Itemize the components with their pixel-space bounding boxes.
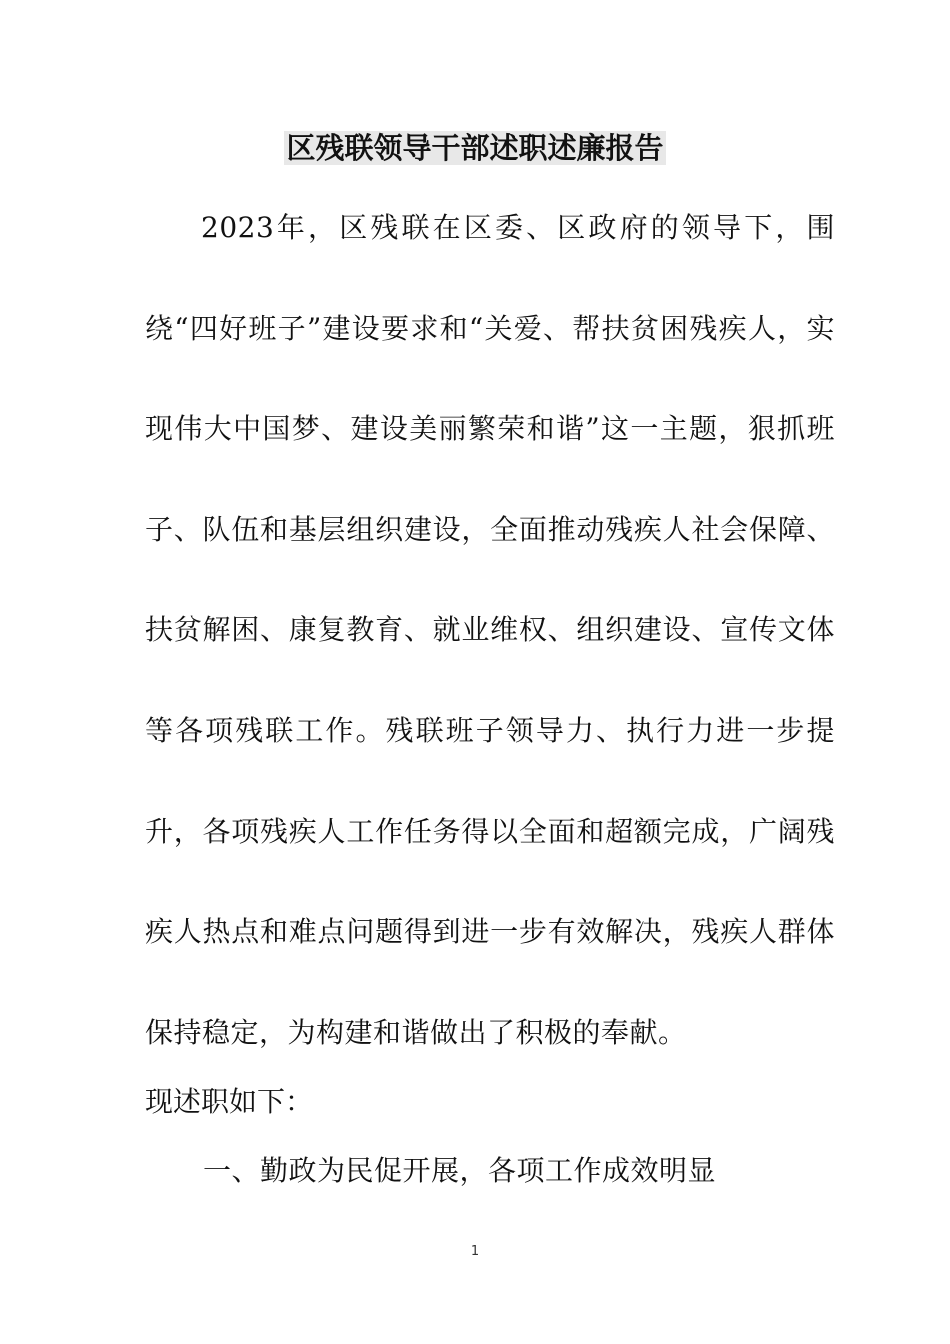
- document-title: [0, 128, 950, 168]
- intro-tail: 现述职如下：: [145, 1085, 314, 1118]
- section-heading: 一、勤政为民促开展，各项工作成效明显: [203, 1154, 717, 1187]
- document-title-text: 区残联领导干部述职述廉报告: [286, 131, 664, 165]
- page-number: 1: [470, 1244, 480, 1259]
- intro-paragraph: 2023年，区残联在区委、区政府的领导下，围绕“四好班子”建设要求和“关爱、帮扶贫困残疾人，实现伟大中国梦、建设美丽繁荣和谐”这一主题，狠抓班子、队伍和基层组织建设，全面推动残疾人社会保障、扶贫解困、康复教育、就业维权、组织建设、宣传文体等各项残联工作。残联班子领导力、执行力进一步提升，各项残疾人工作任务得以全面和超额完成，广阔残疾人热点和难点问题得到进一步有效解决，残疾人群体保持稳定，为构建和谐做出了积极的奉献。: [145, 211, 835, 1049]
